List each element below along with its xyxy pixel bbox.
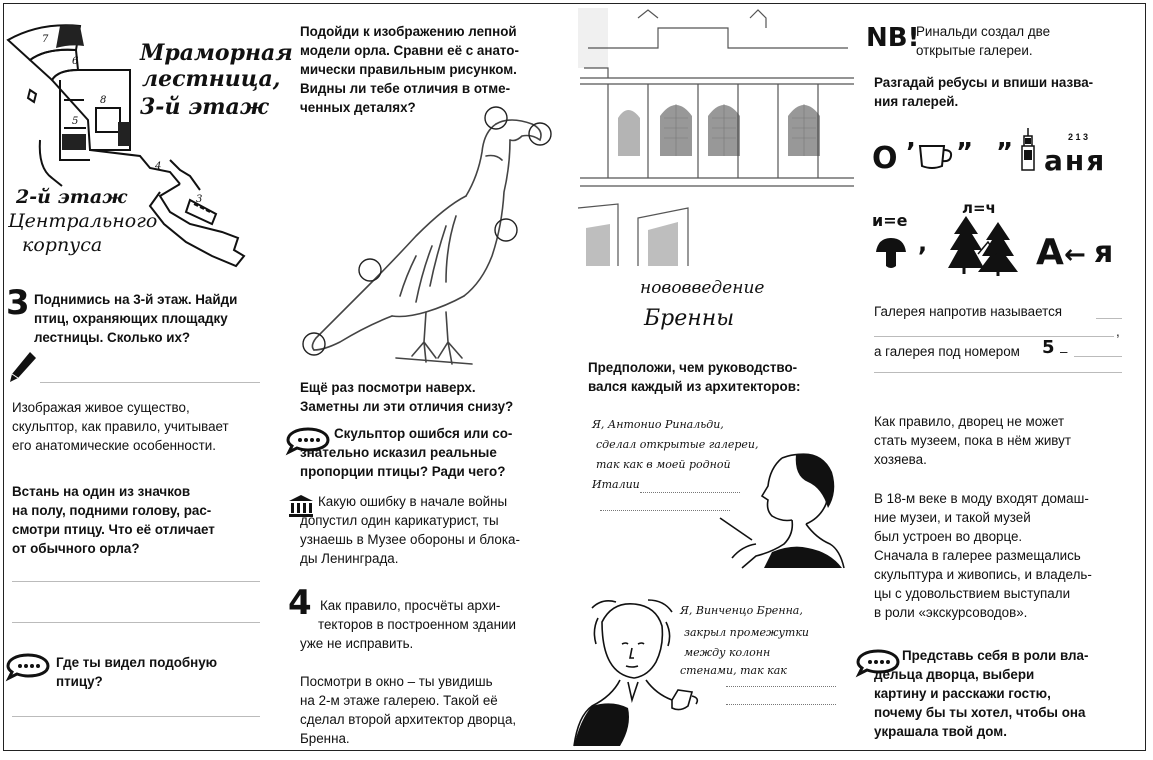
- rebus-comma: ,: [918, 229, 928, 257]
- task-line-4: от обычного орла?: [12, 541, 140, 556]
- rebus-quote: ’: [906, 138, 916, 168]
- nb-text-line-1: Ринальди создал две: [916, 24, 1051, 39]
- rebus-letter-o: О: [872, 141, 898, 176]
- rinaldi-note-line-3: так как в моей родной: [596, 458, 731, 471]
- floor-plan-room-6: 6: [72, 56, 79, 67]
- caption-line-2: Бренны: [644, 306, 735, 331]
- rinaldi-answer-line[interactable]: [600, 510, 730, 511]
- gallery-answer-line[interactable]: [1096, 318, 1122, 319]
- rebus-arrow: ←: [1064, 240, 1086, 270]
- task-line-3: смотри птицу. Что её отличает: [12, 522, 215, 537]
- final-task-line-2: дельца дворца, выбери: [874, 667, 1035, 682]
- sculptor-question-line-2: знательно исказил реальные: [300, 445, 497, 460]
- final-task-line-3: картину и расскажи гостю,: [874, 686, 1051, 701]
- para-18-line-3: был устроен во дворце.: [874, 529, 1023, 544]
- museum-text-line-1: Какую ошибку в начале войны: [318, 494, 508, 509]
- para-18-line-1: В 18-м веке в моду входят домаш-: [874, 491, 1089, 506]
- gallery-answer-line[interactable]: [874, 372, 1122, 373]
- rebus-order-numbers: 2 1 3: [1068, 132, 1089, 142]
- answer-line[interactable]: [12, 716, 260, 717]
- step-4-line-2: текторов в построенном здании: [318, 617, 516, 632]
- floor-plan-room-8: 8: [100, 95, 107, 106]
- brenna-note-line-2: закрыл промежутки: [684, 626, 809, 639]
- rebus-word: аня: [1044, 144, 1107, 177]
- rebus-task-line-1: Разгадай ребусы и впиши назва-: [874, 75, 1094, 90]
- para-rule-line-1: Как правило, дворец не может: [874, 414, 1065, 429]
- gallery-comma: ,: [1116, 324, 1120, 339]
- map-subtitle-line-3: корпуса: [22, 234, 103, 256]
- museum-text-line-2: допустил один карикатурист, ты: [300, 513, 499, 528]
- final-task-line-1: Представь себя в роли вла-: [902, 648, 1089, 663]
- pencil-icon: [8, 350, 38, 384]
- floor-plan-room-4: 4: [155, 161, 162, 172]
- gallery-answer-line[interactable]: [1074, 356, 1122, 357]
- floor-plan-room-5: 5: [72, 116, 79, 127]
- forest-icon: [948, 214, 1020, 276]
- para-18-line-6: цы с удовольствием выступали: [874, 586, 1071, 601]
- para-rule-line-2: стать музеем, пока в нём живут: [874, 433, 1071, 448]
- para-anatomy-line-2: скульптор, как правило, учитывает: [12, 419, 229, 434]
- para-18-line-2: ние музеи, и такой музей: [874, 510, 1031, 525]
- nb-label: NB!: [866, 23, 920, 53]
- rebus-quote: ”: [956, 138, 974, 168]
- map-title-line-3: 3-й этаж: [140, 94, 269, 120]
- rebus-quote: ”: [996, 138, 1014, 168]
- brenna-answer-line[interactable]: [726, 686, 836, 687]
- brenna-answer-line[interactable]: [726, 704, 836, 705]
- floor-plan-room-7: 7: [42, 34, 49, 45]
- gallery-number-text: а галерея под номером: [874, 344, 1020, 359]
- gallery-number: 5: [1042, 337, 1055, 358]
- task-line-1: Встань на один из значков: [12, 484, 191, 499]
- map-subtitle-line-2: Центрального: [8, 210, 158, 232]
- look-up-line-2: Заметны ли эти отличия снизу?: [300, 399, 514, 414]
- step-number-4: 4: [288, 583, 312, 623]
- museum-text-line-3: узнаешь в Музее обороны и блока-: [300, 532, 520, 547]
- window-text-line-2: на 2-м этаже галерею. Такой её: [300, 693, 498, 708]
- answer-line[interactable]: [12, 581, 260, 582]
- rebus-equation-2: л=ч: [962, 199, 996, 217]
- question-line-2: птицу?: [56, 674, 103, 689]
- gallery-dash: –: [1060, 344, 1068, 359]
- final-task-line-5: украшала твой дом.: [874, 724, 1007, 739]
- prompt-line-2: вался каждый из архитекторов:: [588, 379, 801, 394]
- rebus-task-line-2: ния галерей.: [874, 94, 959, 109]
- gallery-answer-line[interactable]: [874, 336, 1114, 337]
- question-line-1: Где ты видел подобную: [56, 655, 218, 670]
- mushroom-icon: [874, 236, 908, 270]
- para-anatomy-line-3: его анатомические особенности.: [12, 438, 216, 453]
- floor-plan-room-3: 3: [196, 194, 203, 205]
- rebus-equation-1: и=е: [872, 211, 908, 230]
- step-3-text: Поднимись на 3-й этаж. Найди птиц, охраняющих площадку лестницы. Сколько их?: [34, 292, 238, 345]
- eagle-drawing: [296, 106, 556, 376]
- prompt-line-1: Предположи, чем руководство-: [588, 360, 798, 375]
- nb-text-line-2: открытые галереи.: [916, 43, 1033, 58]
- caption-line-1: нововведение: [640, 278, 765, 298]
- look-up-line-1: Ещё раз посмотри наверх.: [300, 380, 476, 395]
- intro-line-5: ченных деталях?: [300, 100, 416, 115]
- step-4-line-3: уже не исправить.: [300, 636, 414, 651]
- para-18-line-4: Сначала в галерее размещались: [874, 548, 1081, 563]
- answer-line[interactable]: [40, 382, 260, 383]
- speech-bubble-icon: [6, 653, 50, 679]
- intro-line-1: Подойди к изображению лепной: [300, 24, 517, 39]
- rinaldi-note-line-4: Италии: [592, 478, 640, 491]
- para-anatomy-line-1: Изображая живое существо,: [12, 400, 190, 415]
- rebus-letter-ya: я: [1094, 235, 1114, 270]
- cup-icon: [918, 144, 954, 170]
- map-subtitle-line-1: 2-й этаж: [16, 186, 128, 208]
- window-text-line-4: Бренна.: [300, 731, 350, 746]
- para-18-line-7: в роли «экскурсоводов».: [874, 605, 1028, 620]
- answer-line[interactable]: [12, 622, 260, 623]
- gallery-opposite-text: Галерея напротив называется: [874, 304, 1063, 319]
- step-number-3: 3: [6, 283, 30, 323]
- rinaldi-portrait: [712, 448, 844, 568]
- final-task-line-4: почему бы ты хотел, чтобы она: [874, 705, 1086, 720]
- tower-icon: [1016, 128, 1040, 172]
- sculptor-question-line-3: пропорции птицы? Ради чего?: [300, 464, 506, 479]
- para-rule-line-3: хозяева.: [874, 452, 927, 467]
- sculptor-question-line-1: Скульптор ошибся или со-: [334, 426, 513, 441]
- brenna-note-line-1: Я, Винченцо Бренна,: [680, 604, 803, 617]
- intro-line-2: модели орла. Сравни её с анато-: [300, 43, 519, 58]
- window-text-line-1: Посмотри в окно – ты увидишь: [300, 674, 493, 689]
- rinaldi-note-line-1: Я, Антонио Ринальди,: [592, 418, 724, 431]
- step-4-line-1: Как правило, просчёты архи-: [320, 598, 501, 613]
- rebus-letter-a: А: [1036, 232, 1064, 273]
- intro-line-4: Видны ли тебе отличия в отме-: [300, 81, 511, 96]
- brenna-note-line-4: стенами, так как: [680, 664, 787, 677]
- para-18-line-5: скульптура и живопись, и владель-: [874, 567, 1092, 582]
- brenna-note-line-3: между колонн: [684, 646, 771, 659]
- intro-line-3: мически правильным рисунком.: [300, 62, 517, 77]
- window-text-line-3: сделал второй архитектор дворца,: [300, 712, 517, 727]
- museum-text-line-4: ды Ленинграда.: [300, 551, 399, 566]
- brenna-portrait: [572, 596, 700, 746]
- task-line-2: на полу, подними голову, рас-: [12, 503, 212, 518]
- palace-gallery-drawing: [578, 8, 856, 266]
- map-title-line-1: Мраморная: [140, 40, 293, 66]
- map-title-line-2: лестница,: [142, 66, 281, 92]
- rinaldi-note-line-2: сделал открытые галереи,: [596, 438, 759, 451]
